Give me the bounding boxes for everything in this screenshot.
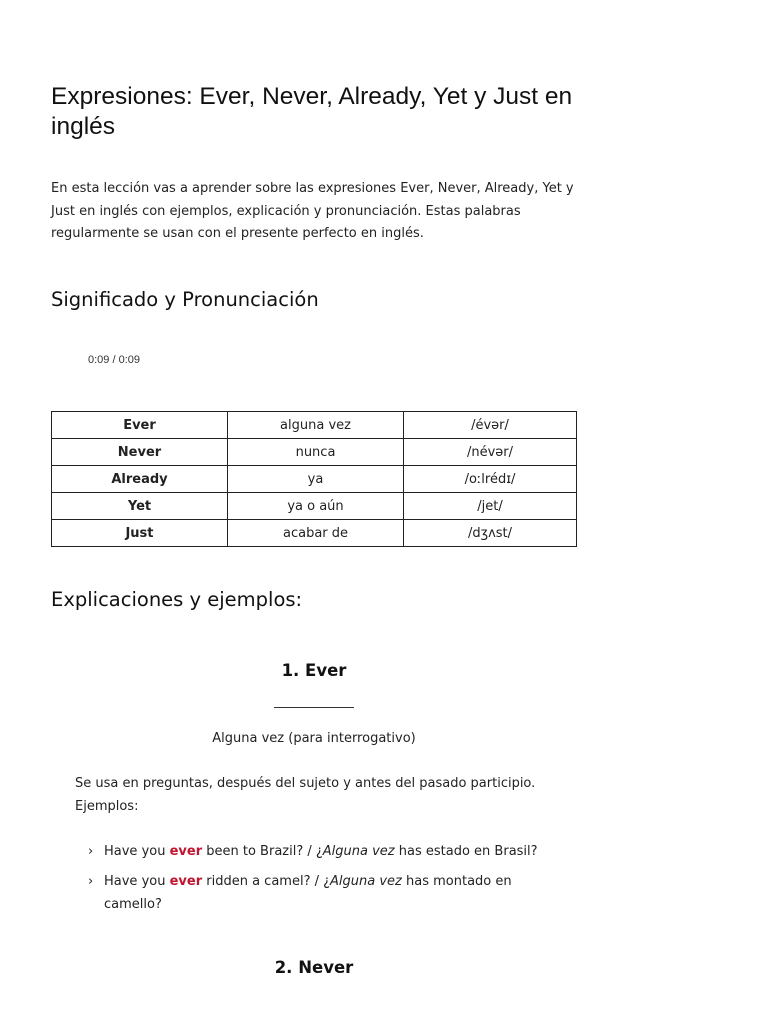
audio-time: 0:09 / 0:09 (88, 354, 140, 366)
section-subtitle-ever: Alguna vez (para interrogativo) (212, 731, 416, 746)
translation-italic: Alguna vez (330, 874, 402, 889)
table-cell-ipa: /névər/ (404, 439, 577, 466)
translation-text: has estado en Brasil? (394, 844, 538, 859)
example-text: ridden a camel? / ¿ (202, 874, 331, 889)
table-cell-meaning: nunca (228, 439, 404, 466)
table-cell-ipa: /oːlrédɪ/ (404, 466, 577, 493)
example-text: been to Brazil? / ¿ (202, 844, 323, 859)
chevron-right-icon: › (88, 844, 94, 859)
translation-italic: Alguna vez (322, 844, 395, 859)
example-text: Have you (104, 874, 170, 889)
vocabulary-table (51, 411, 577, 547)
table-row (52, 520, 577, 547)
section-description-ever (75, 772, 575, 818)
table-cell-ipa: /jet/ (404, 493, 577, 520)
chevron-right-icon: › (88, 874, 94, 889)
intro-paragraph: En esta lección vas a aprender sobre las expresiones Ever, Never, Already, Yet y Just en inglés con ejemplos, explicación y pronunciación. Estas palabras regularmente se usan con el presente perfecto en inglés. (51, 181, 574, 241)
table-cell-word: Already (52, 466, 228, 493)
table-row (52, 466, 577, 493)
table-cell-word: Never (52, 439, 228, 466)
pronunciation-heading: Significado y Pronunciación (51, 288, 319, 311)
table-row (52, 439, 577, 466)
list-item (88, 840, 558, 863)
table-cell-ipa: /évər/ (404, 412, 577, 439)
table-cell-word: Yet (52, 493, 228, 520)
translation-text: has montado en camello? (104, 874, 512, 912)
keyword-highlight: ever (169, 844, 203, 859)
section-title-never: 2. Never (274, 958, 354, 977)
list-item (88, 870, 558, 916)
table-cell-meaning: alguna vez (228, 412, 404, 439)
audio-player[interactable] (88, 354, 140, 366)
examples-list (88, 840, 558, 923)
examples-label: Ejemplos: (75, 799, 139, 814)
keyword-highlight: ever (169, 874, 203, 889)
section-title-ever: 1. Ever (281, 661, 347, 680)
page-title: Expresiones: Ever, Never, Already, Yet y Just en inglés (51, 83, 573, 140)
table-cell-word: Ever (52, 412, 228, 439)
table-row (52, 493, 577, 520)
table-cell-meaning: acabar de (228, 520, 404, 547)
description-text: Se usa en preguntas, después del sujeto y antes del pasado participio. (75, 776, 536, 791)
explanations-heading: Explicaciones y ejemplos: (51, 588, 303, 611)
table-cell-meaning: ya o aún (228, 493, 404, 520)
table-row (52, 412, 577, 439)
example-text: Have you (104, 844, 170, 859)
table-cell-meaning: ya (228, 466, 404, 493)
section-divider (274, 707, 354, 708)
table-cell-word: Just (52, 520, 228, 547)
table-cell-ipa: /dʒʌst/ (404, 520, 577, 547)
